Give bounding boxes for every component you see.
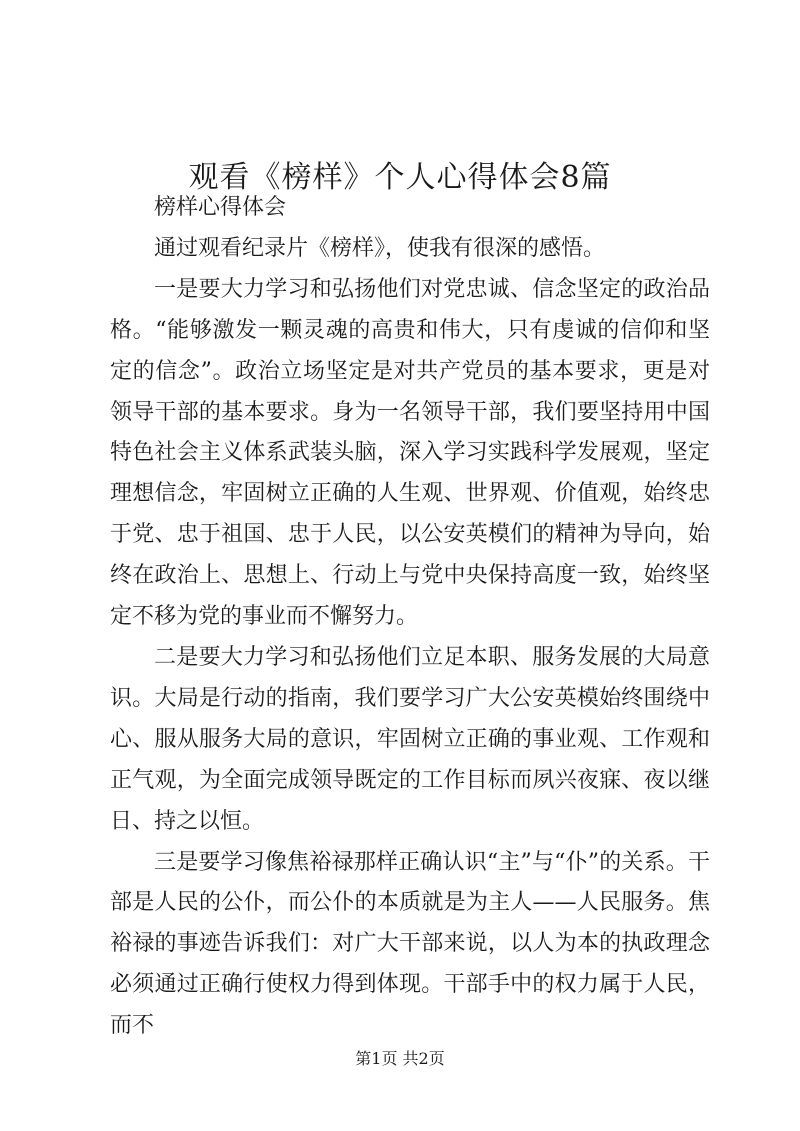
document-body [110,188,710,1047]
page-footer: 第1页 共2页 [355,1049,445,1068]
paragraph-point-three: 三是要学习像焦裕禄那样正确认识“主”与“仆”的关系。干部是人民的公仆，而公仆的本质就是为主人——人民服务。焦裕禄的事迹告诉我们：对广大干部来说，以人为本的执政理念必须通过正确行使权力得到体现。干部手中的权力属于人民，而不 [110,849,710,1039]
paragraph-point-one: 一是要大力学习和弘扬他们对党忠诚、信念坚定的政治品格。“能够激发一颗灵魂的高贵和伟大，只有虔诚的信仰和坚定的信念”。政治立场坚定是对共产党员的基本要求，更是对领导干部的基本要求。身为一名领导干部，我们要坚持用中国特色社会主义体系武装头脑，深入学习实践科学发展观，坚定理想信念，牢固树立正确的人生观、世界观、价值观，始终忠于党、忠于祖国、忠于人民，以公安英模们的精神为导向，始终在政治上、思想上、行动上与党中央保持高度一致，始终坚定不移为党的事业而不懈努力。 [110,276,710,630]
paragraph-intro: 通过观看纪录片《榜样》，使我有很深的感悟。 [154,235,606,261]
paragraph-point-two: 二是要大力学习和弘扬他们立足本职、服务发展的大局意识。大局是行动的指南，我们要学习广大公安英模始终围绕中心、服从服务大局的意识，牢固树立正确的事业观、工作观和正气观，为全面完成领导既定的工作目标而夙兴夜寐、夜以继日、持之以恒。 [110,644,710,834]
document-title: 观看《榜样》个人心得体会8篇 [188,160,612,196]
paragraph-subtitle: 榜样心得体会 [154,195,287,220]
